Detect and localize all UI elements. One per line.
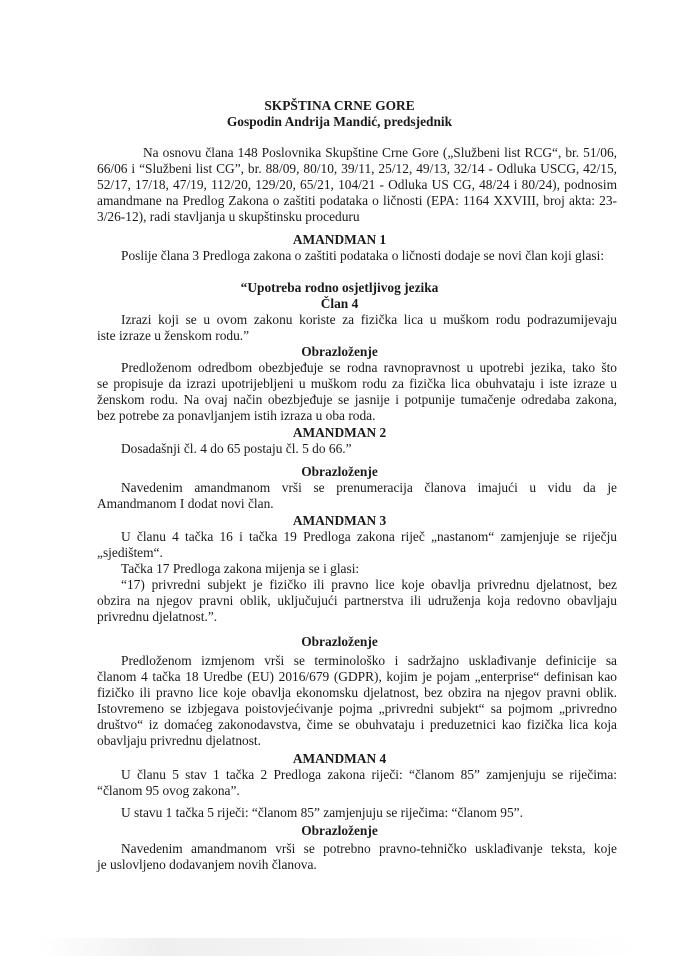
rationale-4-line: Navedenim amandmanom vrši se potrebno pravno-tehničko usklađivanje teksta, koje	[121, 841, 617, 856]
rationale-2-line: Amandmanom I dodat novi član.	[97, 496, 274, 511]
rationale-1-line: Predloženom odredbom obezbjeđuje se rodna ravnopravnost u upotrebi jezika, tako što	[121, 360, 617, 375]
amendment-3-line: “17) privredni subjekt je fizičko ili pravno lice koje obavlja privrednu djelatnost, bez	[121, 577, 617, 592]
amendment-3-line: obzira na njegov pravni oblik, uključujući partnerstva ili udruženja koja redovno obavljaju	[97, 593, 617, 608]
rationale-3-line: obavljaju privrednu djelatnost.	[97, 733, 261, 748]
intro-line: amandmane na Predlog Zakona o zaštiti podataka o ličnosti (EPA: 1164 XXVIII, broj akta: 23-	[97, 193, 617, 208]
rationale-3-title: Obrazloženje	[301, 634, 378, 649]
rationale-3-line: Istovremeno se izbjegava poistovjećivanje pojma „privredni subjekt“ sa pojmom „privredno	[97, 701, 617, 716]
new-article-title: “Upotreba rodno osjetljivog jezika	[240, 280, 439, 295]
new-article-text: Izrazi koji se u ovom zakonu koriste za fizička lica u muškom rodu podrazumijevaju	[121, 312, 617, 327]
new-article-text: iste izraze u ženskom rodu.”	[97, 328, 250, 343]
scan-smudge	[40, 938, 640, 956]
addressee-heading: Gospodin Andrija Mandić, predsjednik	[226, 114, 453, 129]
rationale-1-line: ženskom rodu. Na ovaj način obezbjeđuje se jasnije i potpunije tumačenje odredaba zakona,	[97, 392, 617, 407]
rationale-1-line: bez potrebe za ponavljanjem istih izraza u oba roda.	[97, 408, 376, 423]
rationale-3-line: članom 4 tačka 18 Uredbe (EU) 2016/679 (GDPR), kojim je pojam „enterprise“ definisan kao	[97, 669, 617, 684]
amendment-1-title: AMANDMAN 1	[292, 232, 387, 247]
intro-line: 3/26-12), radi stavljanja u skupštinsku proceduru	[97, 209, 360, 224]
rationale-2-line: Navedenim amandmanom vrši se prenumeracija članova imajući u vidu da je	[121, 480, 617, 495]
intro-line: 66/06 i “Službeni list CG”, br. 88/09, 80/10, 39/11, 25/12, 49/13, 32/14 - Odluka USCG, 42/15,	[97, 161, 617, 176]
amendment-4-line: U članu 5 stav 1 tačka 2 Predloga zakona riječi: “članom 85” zamjenjuju se riječima:	[121, 767, 617, 782]
amendment-3-title: AMANDMAN 3	[292, 513, 387, 528]
rationale-2-title: Obrazloženje	[301, 464, 378, 479]
rationale-3-line: društvo“ iz domaćeg zakonodavstva, čime se obuhvataju i preduzetnici kao fizička lica koja	[97, 717, 617, 732]
amendment-4-title: AMANDMAN 4	[292, 751, 387, 766]
institution-heading: SKPŠTINA CRNE GORE	[264, 98, 415, 113]
amendment-3-line: privrednu djelatnost.”.	[97, 609, 218, 624]
rationale-1-line: se propisuje da izrazi upotrijebljeni u muškom rodu za fizička lica obuhvataju i iste izraze u	[97, 376, 617, 391]
amendment-4-line: U stavu 1 tačka 5 riječi: “članom 85” zamjenjuju se riječima: “članom 95”.	[121, 805, 523, 820]
amendment-1-text: Poslije člana 3 Predloga zakona o zaštiti podataka o ličnosti dodaje se novi član koji glasi:	[121, 248, 605, 263]
new-article-number: Član 4	[320, 296, 359, 311]
amendment-3-line: Tačka 17 Predloga zakona mijenja se i glasi:	[121, 561, 360, 576]
intro-line: Na osnovu člana 148 Poslovnika Skupštine Crne Gore („Službeni list RCG“, br. 51/06,	[143, 145, 617, 160]
rationale-1-title: Obrazloženje	[301, 344, 378, 359]
amendment-2-text: Dosadašnji čl. 4 do 65 postaju čl. 5 do 66.”	[121, 441, 352, 456]
rationale-3-line: Predloženom izmjenom vrši se terminološko i sadržajno usklađivanje definicije sa	[121, 653, 617, 668]
amendment-4-line: “članom 95 ovog zakona”.	[97, 783, 240, 798]
amendment-3-line: „sjedištem“.	[97, 545, 163, 560]
amendment-2-title: AMANDMAN 2	[292, 425, 387, 440]
rationale-4-title: Obrazloženje	[301, 823, 378, 838]
rationale-3-line: fizičko ili pravno lice koje obavlja ekonomsku djelatnost, bez obzira na njegov pravni oblik.	[97, 685, 617, 700]
rationale-4-line: je uslovljeno dodavanjem novih članova.	[97, 857, 317, 872]
intro-line: 52/17, 17/18, 47/19, 112/20, 129/20, 65/21, 104/21 - Odluka US CG, 48/24 i 80/24), podnosim	[97, 177, 617, 192]
amendment-3-line: U članu 4 tačka 16 i tačka 19 Predloga zakona riječ „nastanom“ zamjenjuje se riječju	[121, 529, 617, 544]
